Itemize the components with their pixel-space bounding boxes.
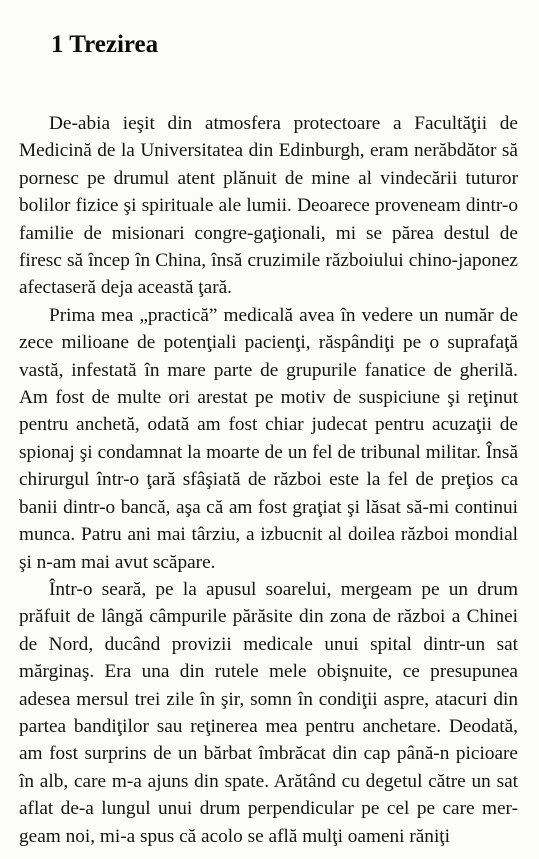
- paragraph-3: Într-o seară, pe la apusul soarelui, mergeam pe un drum prăfuit de lângă câmpurile părăsite din zona de război a Chinei de Nord, ducând provizii medicale unui spital dintr-un sat mărginaş. Era una din rutele mele obişnuite, ce presupunea adesea mersul trei zile în şir, somn în condiţii aspre, atacuri din partea bandiţilor sau reţinerea mea pentru anchetare. Deodată, am fost surprins de un bărbat îmbrăcat din cap până-n picioare în alb, care m-a ajuns din spate. Arătând cu degetul către un sat aflat de-a lungul unui drum perpendicular pe cel pe care mer-geam noi, mi-a spus că acolo se află mulţi oameni răniţi: [19, 578, 518, 847]
- chapter-body: [19, 110, 518, 850]
- paragraph-2: Prima mea „practică” medicală avea în vedere un număr de zece milioane de potenţiali pacienţi, răspândiţi pe o suprafaţă vastă, infestată în mare parte de grupurile fanatice de gherilă. Am fost de multe ori arestat pe motiv de suspiciune şi reţinut pentru anchetă, odată am fost chiar judecat pentru acuzaţii de spionaj şi condamnat la moarte de un fel de tribunal militar. Însă chirurgul într-o ţară sfâşiată de război este la fel de preţios ca banii dintr-o bancă, aşa că am fost graţiat şi lăsat să-mi continui munca. Patru ani mai târziu, a izbucnit al doilea război mondial şi n-am mai avut scăpare.: [19, 304, 518, 573]
- paragraph-1: De-abia ieşit din atmosfera protectoare a Facultăţii de Medicină de la Universitatea din Edinburgh, eram nerăbdător să pornesc pe drumul atent plănuit de mine al vindecării tuturor bolilor fizice şi spirituale ale lumii. Deoarece proveneam dintr-o familie de misionari congre-gaţionali, mi se părea destul de firesc să încep în China, însă cruzimile războiului chino-japonez afectaseră deja această ţară.: [19, 113, 518, 299]
- chapter-title: 1 Trezirea: [51, 31, 159, 58]
